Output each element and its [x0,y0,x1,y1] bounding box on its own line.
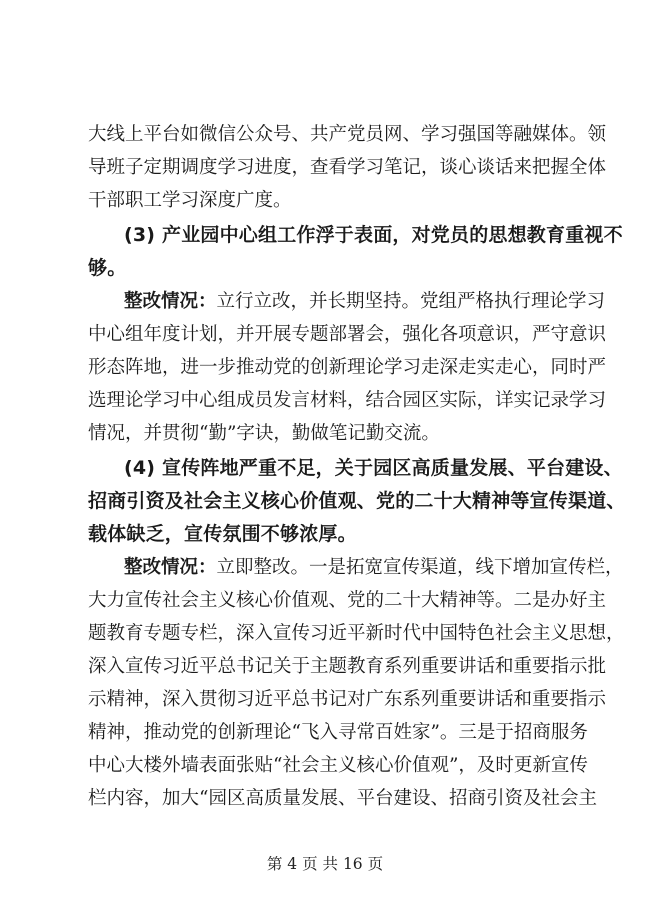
section-heading-3: (3) 产业园中心组工作浮于表面，对党员的思想教育重视不 [124,224,623,246]
body-line: 中心组年度计划，并开展专题部署会，强化各项意识，严守意识 [88,324,607,345]
page-number-footer: 第 4 页 共 16 页 [266,855,384,873]
body-line: 中心大楼外墙表面张贴“社会主义核心价值观”，及时更新宣传 [88,755,588,776]
document-body [88,118,626,815]
body-line: 题教育专题专栏，深入宣传习近平新时代中国特色社会主义思想， [88,623,625,644]
section-heading-4: (4) 宣传阵地严重不足，关于园区高质量发展、平台建设、 [124,457,623,479]
body-line: 导班子定期调度学习进度，查看学习笔记，谈心谈话来把握全体 [88,157,607,178]
body-line: 干部职工学习深度广度。 [88,190,292,211]
body-line: 选理论学习中心组成员发言材料，结合园区实际，详实记录学习 [88,390,607,411]
body-line: 精神，推动党的创新理论“飞入寻常百姓家”。三是于招商服务 [88,722,588,743]
rectification-text: 立行立改，并长期坚持。党组严格执行理论学习 [216,291,606,312]
body-line-rectification [88,551,624,584]
body-line: 大线上平台如微信公众号、共产党员网、学习强国等融媒体。领 [88,124,607,145]
body-line: 栏内容，加大“园区高质量发展、平台建设、招商引资及社会主 [88,788,597,809]
section-heading-4-cont: 招商引资及社会主义核心价值观、党的二十大精神等宣传渠道、 [88,490,626,512]
rectification-label: 整改情况： [124,291,217,312]
body-line: 示精神，深入贯彻习近平总书记对广东系列重要讲话和重要指示 [88,689,607,710]
body-line: 大力宣传社会主义核心价值观、党的二十大精神等。二是办好主 [88,590,607,611]
body-line: 情况，并贯彻“勤”字诀，勤做笔记勤交流。 [88,423,440,444]
body-line-rectification [88,285,606,318]
body-line: 深入宣传习近平总书记关于主题教育系列重要讲话和重要指示批 [88,656,607,677]
rectification-label: 整改情况： [124,557,217,578]
rectification-text: 立即整改。一是拓宽宣传渠道，线下增加宣传栏， [216,557,624,578]
section-heading-4-cont: 载体缺乏，宣传氛围不够浓厚。 [88,523,357,545]
section-heading-3-cont: 够。 [88,257,127,279]
body-line: 形态阵地，进一步推动党的创新理论学习走深走实走心，同时严 [88,357,607,378]
